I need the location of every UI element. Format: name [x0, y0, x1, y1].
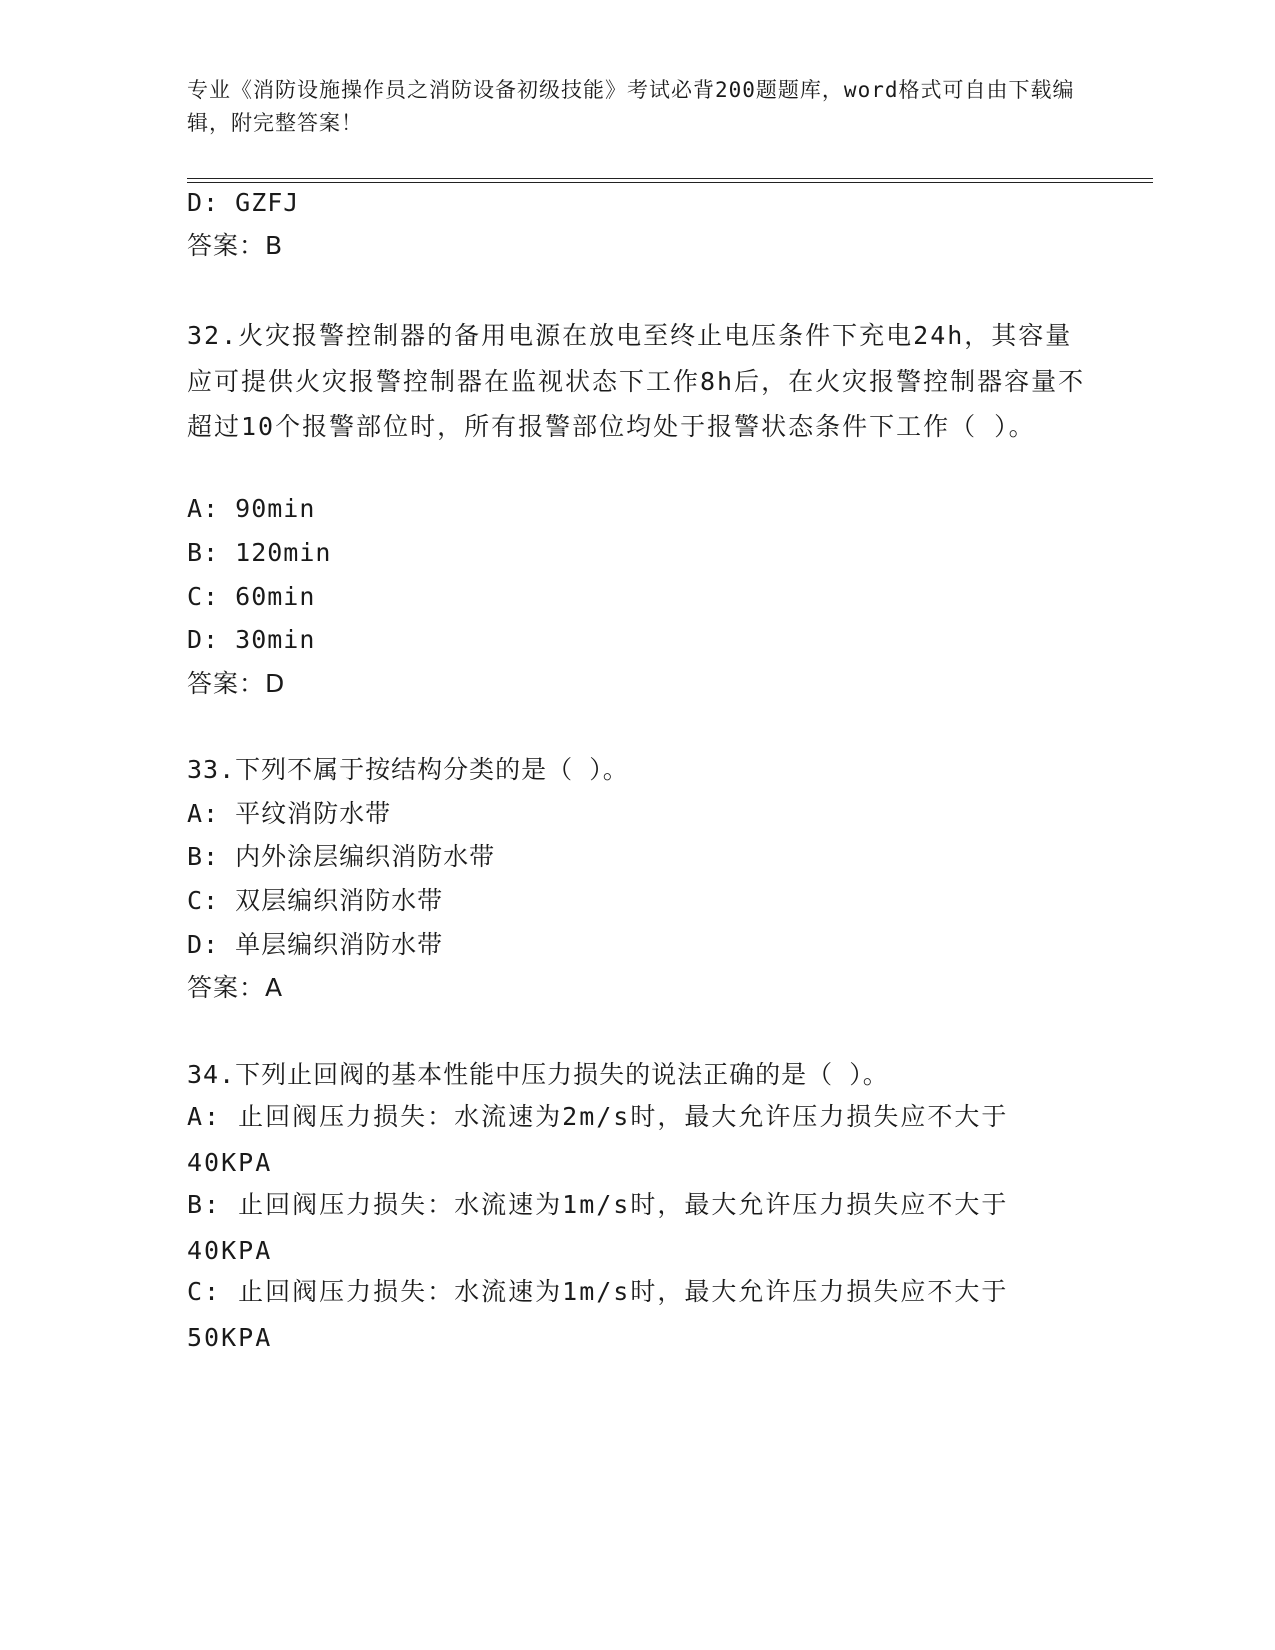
- question-33-option-d: D: 单层编织消防水带: [187, 930, 444, 959]
- question-33-option-a: A: 平纹消防水带: [187, 799, 392, 828]
- question-32-answer: 答案：D: [187, 669, 286, 698]
- prev-option-d: D: GZFJ: [187, 188, 300, 217]
- question-33-answer: 答案：A: [187, 973, 284, 1002]
- question-34-stem: 34.下列止回阀的基本性能中压力损失的说法正确的是（ ）。: [187, 1060, 889, 1089]
- question-34-option-b: B: 止回阀压力损失：水流速为1m/s时，最大允许压力损失应不大于40KPA: [187, 1190, 1009, 1265]
- question-34-option-a: A: 止回阀压力损失：水流速为2m/s时，最大允许压力损失应不大于40KPA: [187, 1102, 1009, 1177]
- question-32-option-c: C: 60min: [187, 582, 316, 611]
- prev-answer: 答案：B: [187, 231, 284, 260]
- header-divider: [187, 178, 1153, 183]
- question-34-option-c: C: 止回阀压力损失：水流速为1m/s时，最大允许压力损失应不大于50KPA: [187, 1277, 1009, 1352]
- question-33-option-b: B: 内外涂层编织消防水带: [187, 842, 496, 871]
- question-32-option-d: D: 30min: [187, 625, 316, 654]
- question-33-option-c: C: 双层编织消防水带: [187, 886, 444, 915]
- question-32-option-b: B: 120min: [187, 538, 332, 567]
- question-33-stem: 33.下列不属于按结构分类的是（ ）。: [187, 755, 629, 784]
- document-header: 专业《消防设施操作员之消防设备初级技能》考试必背200题题库，word格式可自由下载编辑，附完整答案！: [187, 78, 1075, 135]
- question-32-option-a: A: 90min: [187, 494, 316, 523]
- question-32-stem: 32.火灾报警控制器的备用电源在放电至终止电压条件下充电24h，其容量应可提供火灾报警控制器在监视状态下工作8h后，在火灾报警控制器容量不超过10个报警部位时，所有报警部位均处于报警状态条件下工作（ ）。: [187, 321, 1086, 441]
